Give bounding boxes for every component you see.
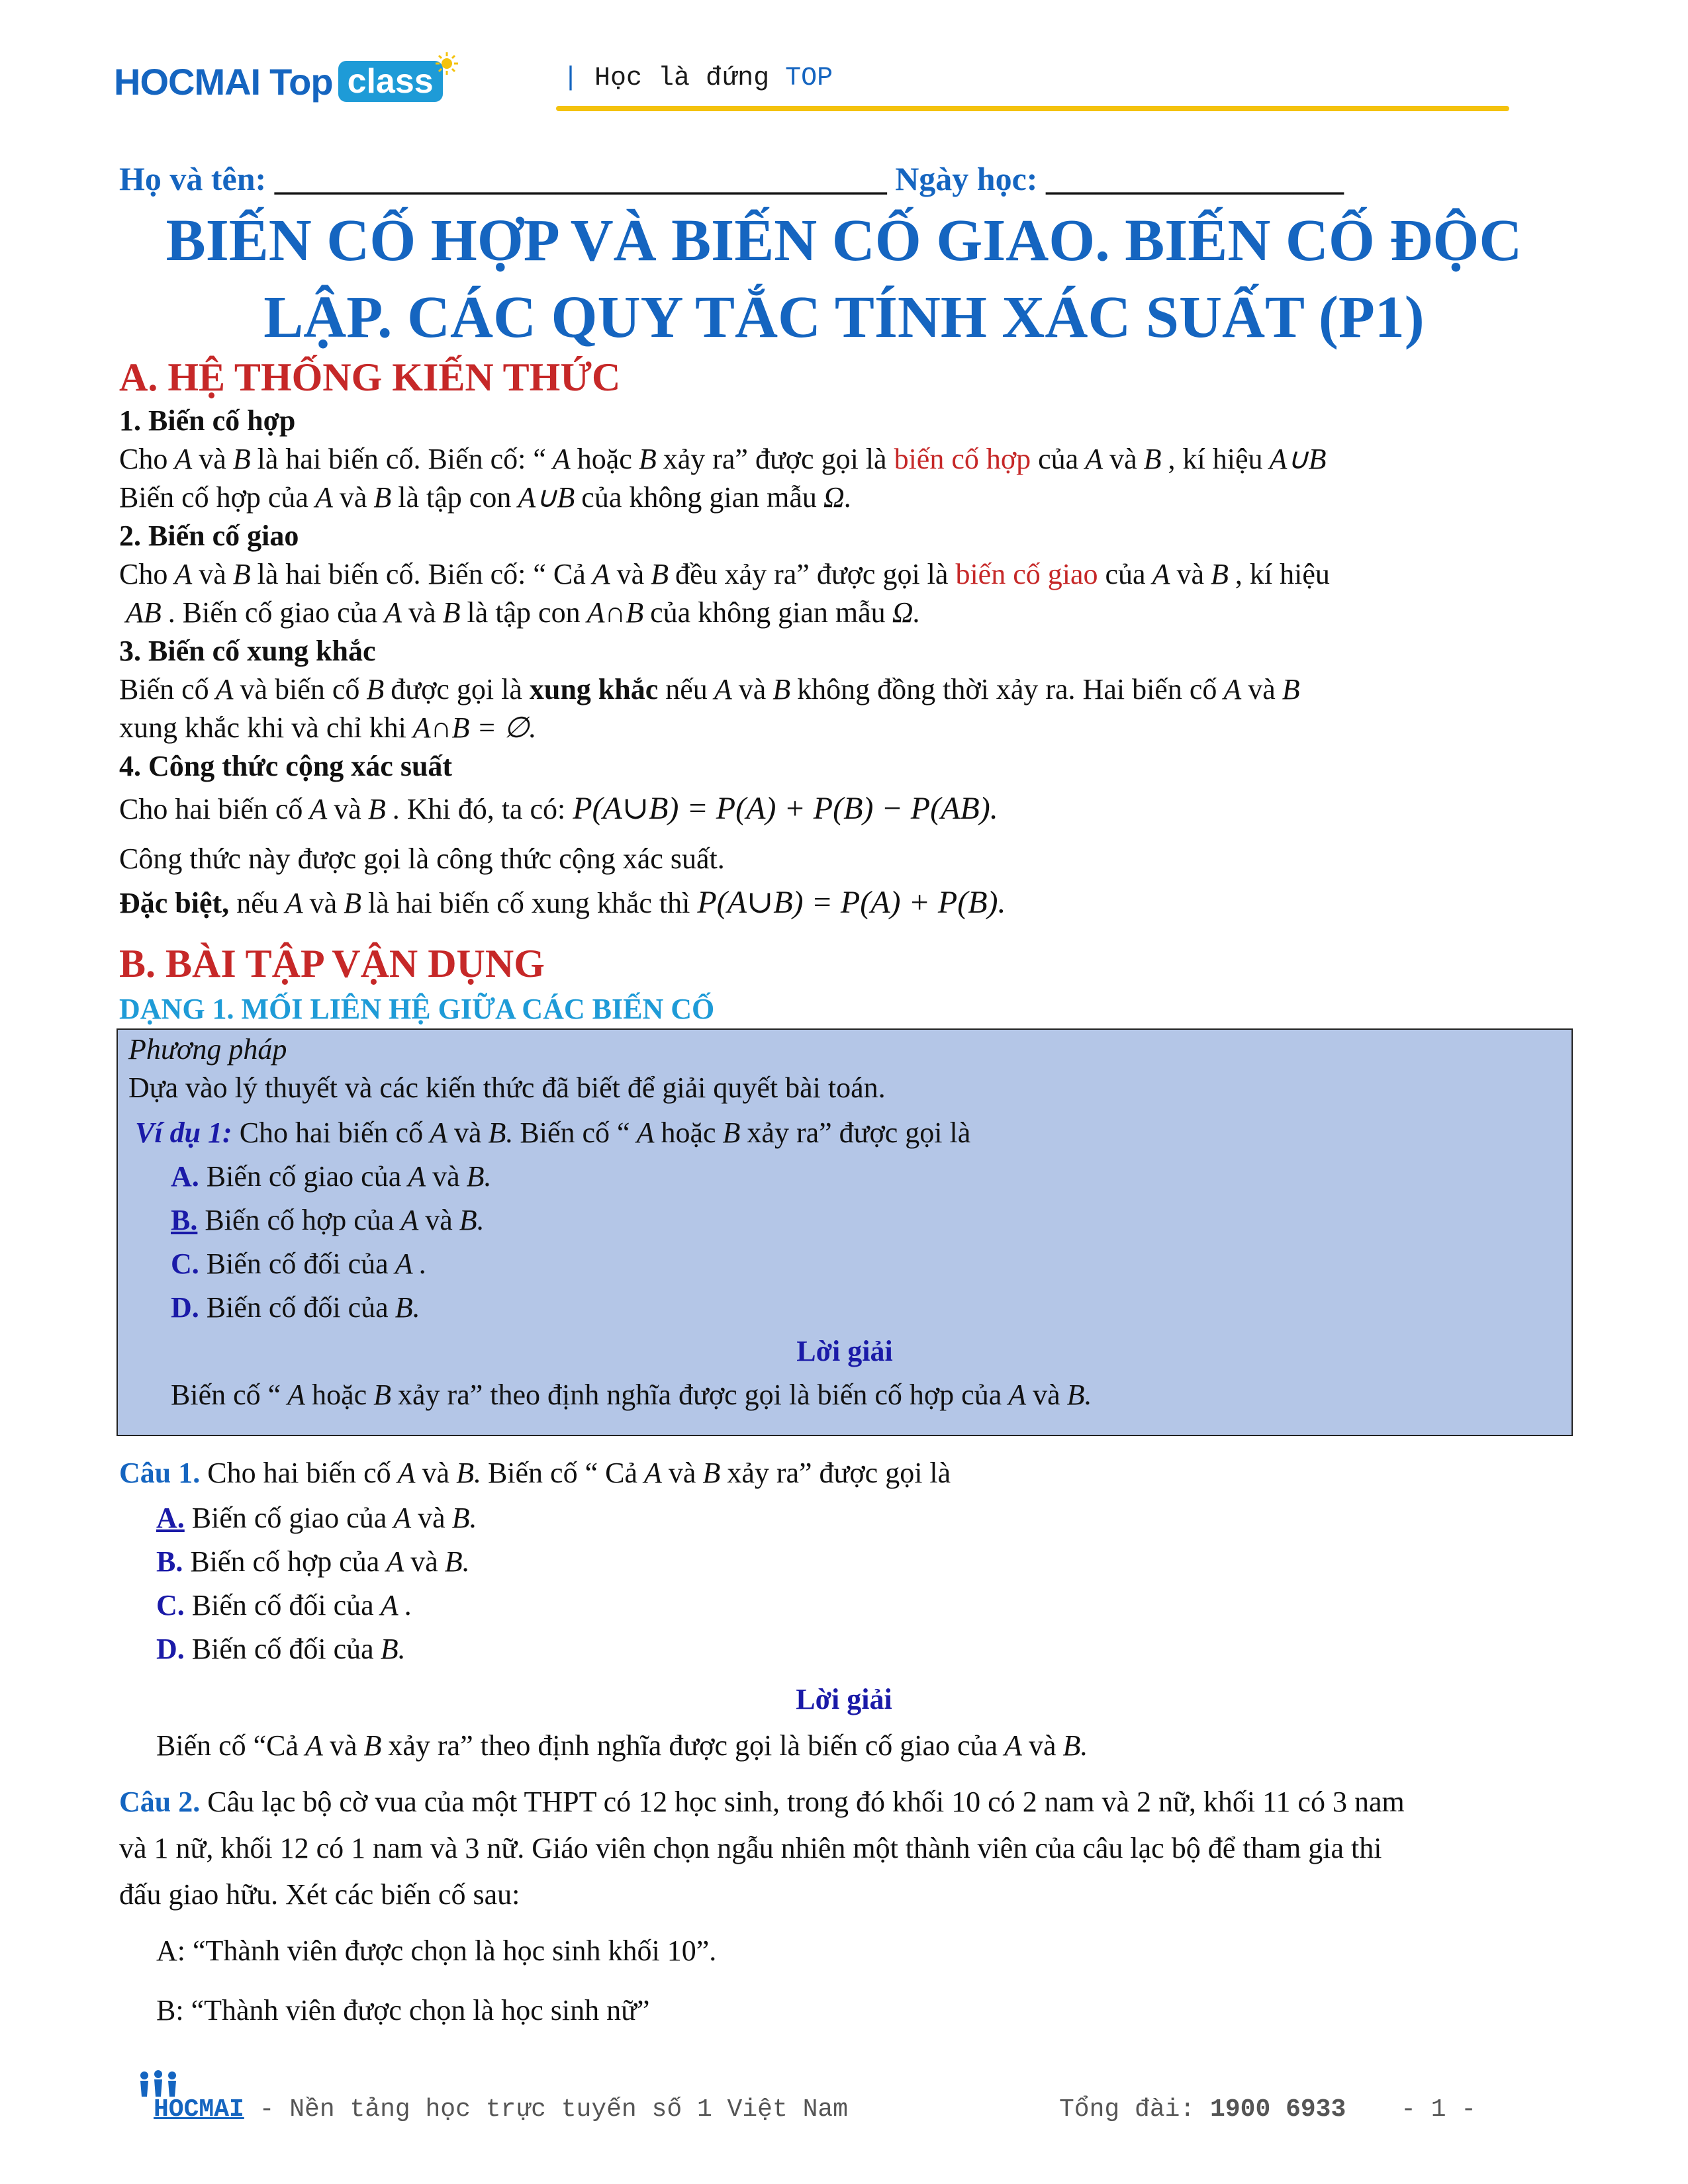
math-a: A [384, 596, 402, 629]
text: không đồng thời xảy ra. Hai biến cố [797, 673, 1217, 705]
text: và [738, 673, 767, 705]
math-b: B [366, 673, 385, 705]
text: là tập con [398, 481, 512, 514]
option-label: A. [171, 1160, 199, 1193]
text: xảy ra” được gọi là [747, 1116, 971, 1149]
s4-title: 4. Công thức cộng xác suất [119, 750, 453, 782]
text: Biến cố “ [520, 1116, 630, 1149]
text: Biến cố “Cả [156, 1729, 299, 1762]
brand-logo [114, 58, 443, 105]
math-a: A [430, 1116, 447, 1149]
example-solution-text [171, 1375, 1099, 1415]
math-a: A [552, 443, 571, 475]
text: và [199, 443, 226, 475]
text: đều xảy ra” được gọi là [675, 558, 949, 590]
s2-line-2 [119, 593, 1569, 633]
text: và [432, 1160, 460, 1193]
text: Biến cố đối của [191, 1633, 374, 1665]
text: Biến cố đối của [206, 1248, 389, 1280]
tagline-top: TOP [785, 64, 833, 93]
math-a: A [314, 481, 333, 514]
section-b-heading: B. BÀI TẬP VẬN DỤNG [119, 942, 545, 985]
text: nếu [236, 887, 279, 919]
text: và [309, 887, 338, 919]
date-label: Ngày học: [895, 160, 1038, 197]
math-b: B. [395, 1291, 420, 1324]
text: Biến cố hợp của [190, 1545, 380, 1578]
q2-line-1 [119, 1779, 1569, 1825]
s1-line-2 [119, 478, 1569, 518]
math-b: B [363, 1729, 382, 1762]
text: là hai biến cố. Biến cố: “ [257, 443, 546, 475]
text: và [668, 1457, 696, 1489]
method-title: Phương pháp [128, 1033, 287, 1066]
math-a: A [215, 673, 234, 705]
text: Cho [119, 558, 168, 590]
text: Cho hai biến cố [207, 1457, 391, 1489]
text: và [410, 1545, 438, 1578]
header-rule [556, 106, 1509, 111]
math-b: B [651, 558, 669, 590]
option-label: D. [171, 1291, 199, 1324]
header-tagline [563, 64, 833, 93]
math-intersection: A∩B [586, 596, 644, 629]
math-b: B. [444, 1545, 470, 1578]
text: và [1033, 1379, 1060, 1411]
math-union: A∪B [518, 481, 575, 514]
text: Cho [119, 443, 168, 475]
text: Biến cố “ [171, 1379, 281, 1411]
text: và biến cố [240, 673, 360, 705]
math-a: A [287, 1379, 306, 1411]
math-b: B [773, 673, 791, 705]
math-a: A [1008, 1379, 1027, 1411]
math-ab: AB [126, 596, 162, 629]
math-a: A [592, 558, 610, 590]
text: . Biến cố giao của [167, 596, 378, 629]
math-a: A . [395, 1248, 427, 1280]
text: Biến cố đối của [206, 1291, 389, 1324]
text: và [422, 1457, 450, 1489]
math-a: A [1223, 673, 1242, 705]
text: Biến cố hợp của [119, 481, 308, 514]
math-b: B. [466, 1160, 492, 1193]
text: và [616, 558, 645, 590]
text: nếu [665, 673, 708, 705]
text: của không gian mẫu [581, 481, 817, 514]
hotline-number: 1900 6933 [1210, 2095, 1346, 2124]
tagline-separator: | [563, 64, 579, 93]
method-box [117, 1028, 1573, 1436]
text: và [1248, 673, 1276, 705]
text: hoặc [312, 1379, 367, 1411]
math-a: A [400, 1204, 419, 1236]
text: là hai biến cố. Biến cố: “ Cả [257, 558, 586, 590]
page-title [106, 203, 1582, 356]
question-label: Câu 1. [119, 1457, 201, 1489]
q1-question [119, 1453, 1569, 1493]
math-b: B [344, 887, 362, 919]
text: và [408, 596, 436, 629]
math-union: A∪B [1269, 443, 1327, 475]
text: hoặc [661, 1116, 716, 1149]
name-blank: _____________________________________ [274, 160, 887, 197]
date-blank: __________________ [1045, 160, 1344, 197]
s3-line-1 [119, 670, 1569, 709]
q2-event-a: A: “Thành viên được chọn là học sinh khối 10”. [156, 1934, 717, 1967]
text: và [329, 1729, 357, 1762]
s4-line-3 [119, 883, 1569, 923]
text: Câu lạc bộ cờ vua của một THPT có 12 học sinh, trong đó khối 10 có 2 nam và 2 nữ, khối 11 có 3 nam [207, 1786, 1405, 1818]
math-b: B. [1066, 1379, 1092, 1411]
math-a: A [393, 1502, 412, 1534]
text: và [334, 793, 361, 825]
math-a: A [174, 443, 193, 475]
example-option-a [171, 1157, 498, 1197]
math-a: A [644, 1457, 662, 1489]
tagline-text: Học là đứng [594, 64, 770, 93]
text: Biến cố giao của [191, 1502, 387, 1534]
q2-line-2: và 1 nữ, khối 12 có 1 nam và 3 nữ. Giáo viên chọn ngẫu nhiên một thành viên của câu lạc bộ để tham gia thi [119, 1832, 1382, 1864]
footer-right [1059, 2095, 1476, 2124]
math-a: A . [380, 1589, 412, 1621]
math-b: B [1282, 673, 1300, 705]
footer-left [154, 2095, 848, 2124]
math-b: B. [451, 1502, 477, 1534]
math-a: A [408, 1160, 426, 1193]
text: và [425, 1204, 453, 1236]
text: và [199, 558, 226, 590]
text: xảy ra” theo định nghĩa được gọi là biến cố giao của [388, 1729, 998, 1762]
footer-tagline: - Nền tảng học trực tuyến số 1 Việt Nam [259, 2095, 848, 2124]
term-xung-khac: xung khắc [529, 673, 659, 705]
text: hoặc [577, 443, 632, 475]
option-label-correct: A. [156, 1502, 185, 1534]
addition-formula: P(A∪B) = P(A) + P(B) − P(AB). [573, 791, 998, 826]
math-a: A [636, 1116, 655, 1149]
math-b: B [373, 481, 392, 514]
term-bien-co-giao: biến cố giao [955, 558, 1098, 590]
q2-line-3: đấu giao hữu. Xét các biến cố sau: [119, 1878, 520, 1911]
text: xảy ra” theo định nghĩa được gọi là biến cố hợp của [398, 1379, 1002, 1411]
option-label: D. [156, 1633, 185, 1665]
math-b: B [638, 443, 657, 475]
s3-title: 3. Biến cố xung khắc [119, 635, 376, 667]
logo-top: Top [269, 60, 333, 103]
math-b: B. [456, 1457, 481, 1489]
math-omega: Ω. [892, 596, 921, 629]
math-a: A [1085, 443, 1103, 475]
text: và [1028, 1729, 1056, 1762]
math-a: A [397, 1457, 416, 1489]
text: và [1176, 558, 1204, 590]
q1-option-a [156, 1498, 484, 1538]
s4-line-2: Công thức này được gọi là công thức cộng xác suất. [119, 842, 725, 875]
s1-title: 1. Biến cố hợp [119, 404, 296, 437]
text: Biến cố [119, 673, 209, 705]
title-line-1: BIẾN CỐ HỢP VÀ BIẾN CỐ GIAO. BIẾN CỐ ĐỘC [165, 208, 1523, 273]
s2-line-1 [119, 555, 1569, 594]
logo-hocmai: HOCMAI [114, 60, 261, 103]
text: , kí hiệu [1235, 558, 1330, 590]
option-label: B. [156, 1545, 183, 1578]
text: xung khắc khi và chỉ khi [119, 711, 406, 744]
student-info-line [119, 158, 1569, 200]
text: Biến cố đối của [191, 1589, 374, 1621]
term-bien-co-hop: biến cố hợp [894, 443, 1031, 475]
page-number: - 1 - [1401, 2095, 1477, 2124]
option-label: C. [171, 1248, 199, 1280]
text: là tập con [467, 596, 581, 629]
text: của [1038, 443, 1079, 475]
example-solution-label: Lời giải [796, 1335, 893, 1367]
text: , kí hiệu [1168, 443, 1263, 475]
q1-option-c [156, 1586, 419, 1625]
text: Cho hai biến cố [119, 793, 303, 825]
math-b: B. [380, 1633, 406, 1665]
math-b: B. [488, 1116, 514, 1149]
math-empty-set: A∩B = ∅. [412, 711, 537, 744]
text: xảy ra” được gọi là [663, 443, 887, 475]
math-b: B. [459, 1204, 485, 1236]
s2-title: 2. Biến cố giao [119, 520, 299, 552]
example-option-c [171, 1244, 434, 1284]
math-b: B. [1062, 1729, 1088, 1762]
dang-1-heading: DẠNG 1. MỐI LIÊN HỆ GIỮA CÁC BIẾN CỐ [119, 993, 715, 1025]
option-label: C. [156, 1589, 185, 1621]
text-dac-biet: Đặc biệt, [119, 887, 230, 919]
q2-event-b: B: “Thành viên được chọn là học sinh nữ” [156, 1994, 650, 2026]
example-option-d [171, 1288, 427, 1328]
text: và [1109, 443, 1137, 475]
text: . Khi đó, ta có: [392, 793, 566, 825]
text: Biến cố giao của [206, 1160, 402, 1193]
math-b: B [373, 1379, 392, 1411]
name-label: Họ và tên: [119, 160, 267, 197]
example-option-b [171, 1201, 491, 1240]
math-a: A [174, 558, 193, 590]
text: của không gian mẫu [650, 596, 886, 629]
math-b: B [1143, 443, 1162, 475]
text: của [1105, 558, 1146, 590]
text: là hai biến cố xung khắc thì [368, 887, 690, 919]
example-question [135, 1113, 970, 1153]
text: Biến cố hợp của [205, 1204, 395, 1236]
footer-brand: HOCMAI [154, 2095, 244, 2124]
math-b: B [702, 1457, 721, 1489]
question-label: Câu 2. [119, 1786, 201, 1818]
text: và [418, 1502, 445, 1534]
sun-icon [435, 52, 459, 75]
s3-line-2 [119, 708, 1569, 748]
math-a: A [1152, 558, 1170, 590]
math-b: B [232, 558, 251, 590]
q1-option-d [156, 1629, 412, 1669]
math-a: A [309, 793, 328, 825]
hotline-label: Tổng đài: [1059, 2095, 1196, 2124]
s1-line-1 [119, 439, 1569, 479]
q1-solution-text [156, 1726, 1094, 1766]
math-a: A [386, 1545, 404, 1578]
math-b: B [1210, 558, 1229, 590]
math-b: B [722, 1116, 741, 1149]
text: xảy ra” được gọi là [727, 1457, 951, 1489]
text: được gọi là [391, 673, 522, 705]
q1-solution-label: Lời giải [796, 1683, 892, 1715]
math-a: A [1004, 1729, 1022, 1762]
math-b: B [232, 443, 251, 475]
math-a: A [305, 1729, 323, 1762]
section-a-heading: A. HỆ THỐNG KIẾN THỨC [119, 355, 621, 399]
example-label: Ví dụ 1: [135, 1116, 232, 1149]
addition-formula-disjoint: P(A∪B) = P(A) + P(B). [697, 885, 1006, 920]
method-text: Dựa vào lý thuyết và các kiến thức đã biết để giải quyết bài toán. [128, 1071, 886, 1104]
text: và [453, 1116, 482, 1149]
math-a: A [714, 673, 732, 705]
option-label-correct: B. [171, 1204, 198, 1236]
text: và [339, 481, 367, 514]
q1-option-b [156, 1542, 477, 1582]
logo-class-badge: class [338, 61, 443, 102]
title-line-2: LẬP. CÁC QUY TẮC TÍNH XÁC SUẤT (P1) [263, 285, 1425, 350]
math-a: A [285, 887, 303, 919]
math-b: B [442, 596, 461, 629]
text: Biến cố “ Cả [487, 1457, 637, 1489]
text: Cho hai biến cố [239, 1116, 424, 1149]
math-omega: Ω. [823, 481, 852, 514]
s4-line-1 [119, 789, 1569, 829]
math-b: B [367, 793, 386, 825]
